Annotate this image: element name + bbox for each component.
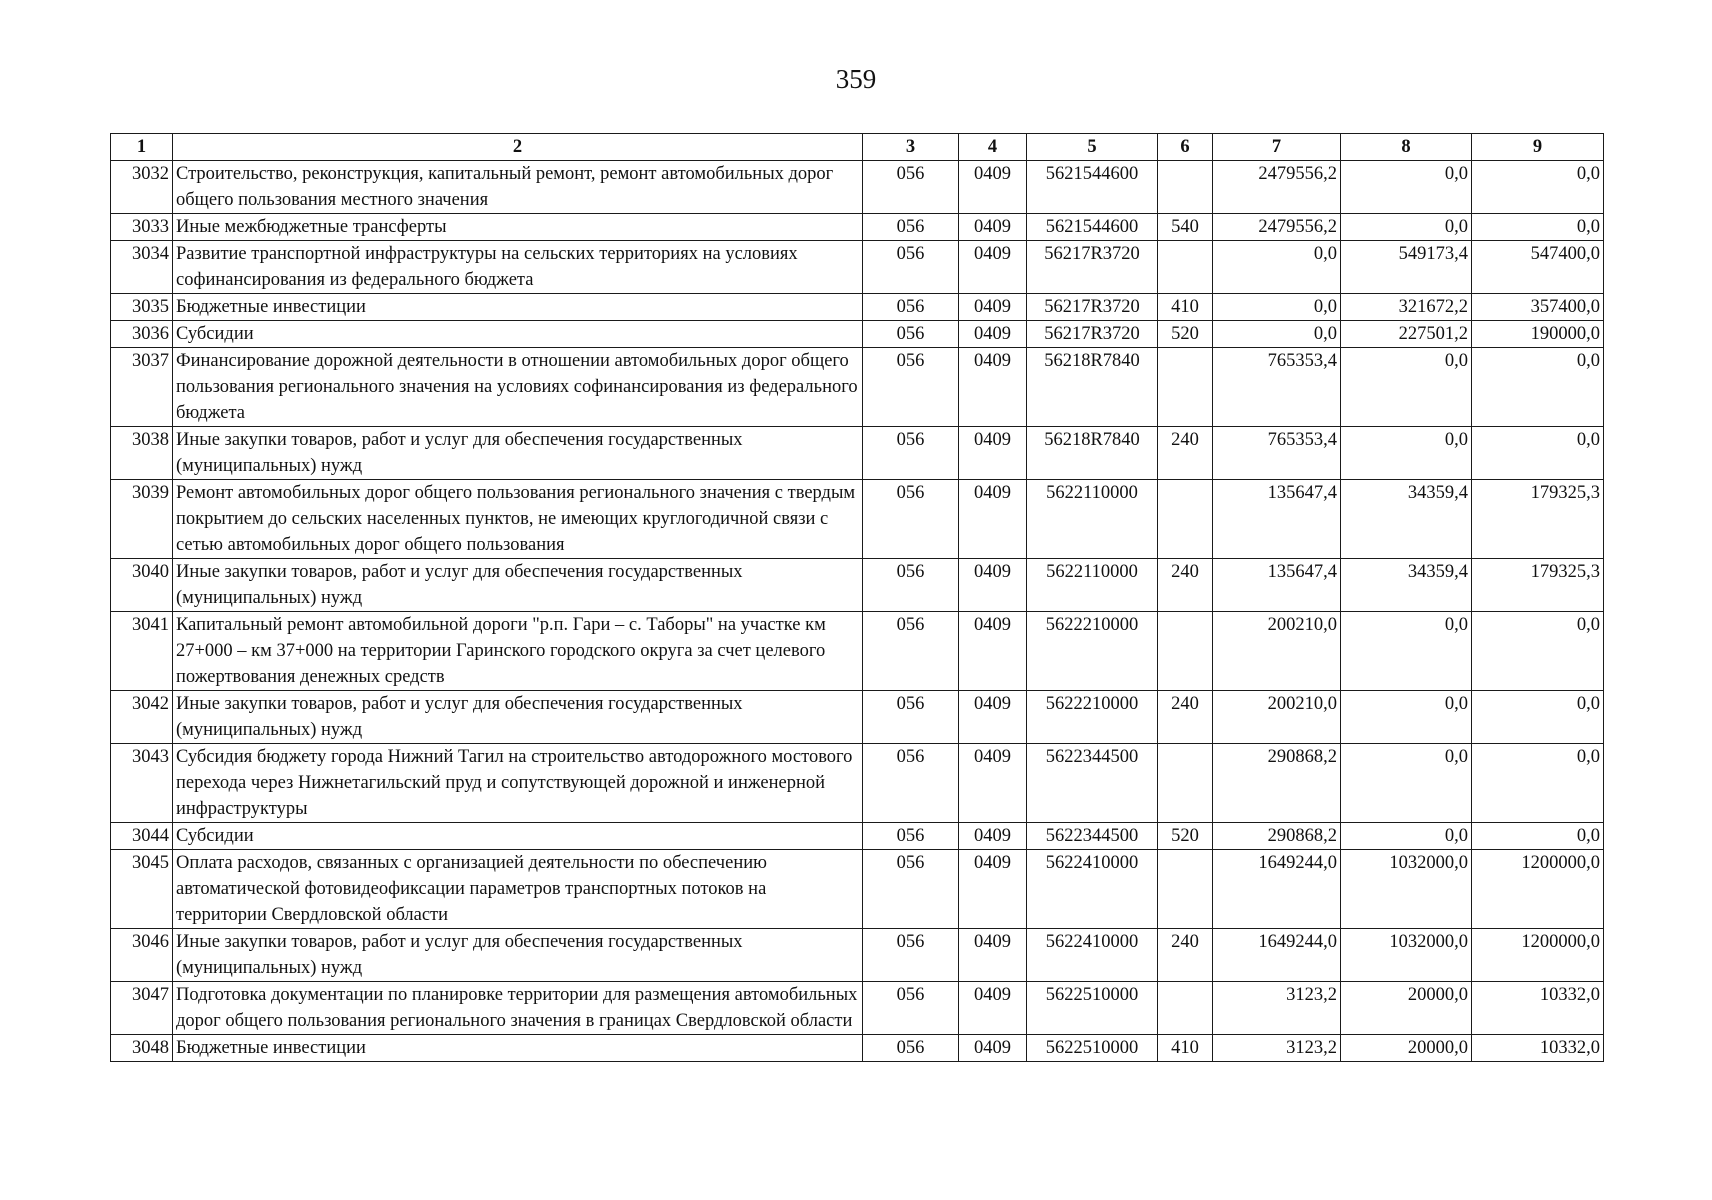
target-article-code: 5622344500 xyxy=(1027,823,1158,850)
amount-col-9: 0,0 xyxy=(1472,744,1604,823)
row-description: Ремонт автомобильных дорог общего пользования регионального значения с твердым покрытием до сельских населенных пунктов, не имеющих круглогодичной связи с сетью автомобильных дорог общего пользования xyxy=(173,480,863,559)
expense-type-code: 410 xyxy=(1158,294,1213,321)
amount-col-9: 0,0 xyxy=(1472,161,1604,214)
amount-col-8: 1032000,0 xyxy=(1341,850,1472,929)
section-code: 0409 xyxy=(959,321,1027,348)
row-description: Строительство, реконструкция, капитальный ремонт, ремонт автомобильных дорог общего пользования местного значения xyxy=(173,161,863,214)
amount-col-7: 3123,2 xyxy=(1213,1035,1341,1062)
row-number: 3040 xyxy=(111,559,173,612)
row-description: Подготовка документации по планировке территории для размещения автомобильных дорог общего пользования регионального значения в границах Свердловской области xyxy=(173,982,863,1035)
amount-col-8: 227501,2 xyxy=(1341,321,1472,348)
amount-col-9: 10332,0 xyxy=(1472,982,1604,1035)
table-row xyxy=(111,348,1604,427)
column-header: 6 xyxy=(1158,134,1213,161)
amount-col-9: 547400,0 xyxy=(1472,241,1604,294)
page-number: 359 xyxy=(835,64,877,94)
amount-col-7: 1649244,0 xyxy=(1213,929,1341,982)
column-header: 3 xyxy=(863,134,959,161)
amount-col-7: 765353,4 xyxy=(1213,427,1341,480)
table-row xyxy=(111,850,1604,929)
ministry-code: 056 xyxy=(863,161,959,214)
expense-type-code xyxy=(1158,161,1213,214)
amount-col-9: 0,0 xyxy=(1472,691,1604,744)
ministry-code: 056 xyxy=(863,929,959,982)
target-article-code: 56218R7840 xyxy=(1027,427,1158,480)
column-header: 2 xyxy=(173,134,863,161)
row-number: 3036 xyxy=(111,321,173,348)
amount-col-7: 3123,2 xyxy=(1213,982,1341,1035)
table-row xyxy=(111,214,1604,241)
row-number: 3041 xyxy=(111,612,173,691)
table-row xyxy=(111,427,1604,480)
expense-type-code: 240 xyxy=(1158,427,1213,480)
expense-type-code xyxy=(1158,241,1213,294)
target-article-code: 5622410000 xyxy=(1027,850,1158,929)
table-row xyxy=(111,161,1604,214)
row-description: Иные межбюджетные трансферты xyxy=(173,214,863,241)
amount-col-8: 0,0 xyxy=(1341,823,1472,850)
amount-col-7: 765353,4 xyxy=(1213,348,1341,427)
ministry-code: 056 xyxy=(863,241,959,294)
target-article-code: 56218R7840 xyxy=(1027,348,1158,427)
amount-col-9: 179325,3 xyxy=(1472,559,1604,612)
target-article-code: 5622110000 xyxy=(1027,559,1158,612)
row-description: Субсидия бюджету города Нижний Тагил на строительство автодорожного мостового перехода через Нижнетагильский пруд и сопутствующей дорожной и инженерной инфраструктуры xyxy=(173,744,863,823)
amount-col-7: 200210,0 xyxy=(1213,691,1341,744)
amount-col-9: 10332,0 xyxy=(1472,1035,1604,1062)
row-description: Бюджетные инвестиции xyxy=(173,294,863,321)
ministry-code: 056 xyxy=(863,744,959,823)
target-article-code: 5622510000 xyxy=(1027,982,1158,1035)
row-number: 3045 xyxy=(111,850,173,929)
amount-col-7: 0,0 xyxy=(1213,241,1341,294)
amount-col-8: 34359,4 xyxy=(1341,480,1472,559)
row-description: Иные закупки товаров, работ и услуг для обеспечения государственных (муниципальных) нужд xyxy=(173,559,863,612)
row-number: 3034 xyxy=(111,241,173,294)
amount-col-9: 0,0 xyxy=(1472,348,1604,427)
amount-col-8: 549173,4 xyxy=(1341,241,1472,294)
row-description: Иные закупки товаров, работ и услуг для обеспечения государственных (муниципальных) нужд xyxy=(173,929,863,982)
column-header: 1 xyxy=(111,134,173,161)
row-number: 3039 xyxy=(111,480,173,559)
budget-table xyxy=(110,133,1604,1062)
column-header: 8 xyxy=(1341,134,1472,161)
amount-col-8: 1032000,0 xyxy=(1341,929,1472,982)
amount-col-7: 290868,2 xyxy=(1213,823,1341,850)
ministry-code: 056 xyxy=(863,691,959,744)
table-row xyxy=(111,823,1604,850)
expense-type-code xyxy=(1158,982,1213,1035)
row-description: Иные закупки товаров, работ и услуг для обеспечения государственных (муниципальных) нужд xyxy=(173,427,863,480)
ministry-code: 056 xyxy=(863,612,959,691)
expense-type-code xyxy=(1158,850,1213,929)
column-header: 9 xyxy=(1472,134,1604,161)
amount-col-9: 1200000,0 xyxy=(1472,850,1604,929)
row-number: 3038 xyxy=(111,427,173,480)
amount-col-9: 190000,0 xyxy=(1472,321,1604,348)
row-description: Развитие транспортной инфраструктуры на сельских территориях на условиях софинансирования из федерального бюджета xyxy=(173,241,863,294)
ministry-code: 056 xyxy=(863,1035,959,1062)
section-code: 0409 xyxy=(959,241,1027,294)
amount-col-8: 0,0 xyxy=(1341,691,1472,744)
ministry-code: 056 xyxy=(863,823,959,850)
table-row xyxy=(111,982,1604,1035)
row-description: Субсидии xyxy=(173,823,863,850)
section-code: 0409 xyxy=(959,559,1027,612)
section-code: 0409 xyxy=(959,823,1027,850)
amount-col-7: 0,0 xyxy=(1213,294,1341,321)
row-description: Финансирование дорожной деятельности в отношении автомобильных дорог общего пользования регионального значения на условиях софинансирования из федерального бюджета xyxy=(173,348,863,427)
row-number: 3047 xyxy=(111,982,173,1035)
amount-col-7: 2479556,2 xyxy=(1213,214,1341,241)
row-number: 3046 xyxy=(111,929,173,982)
ministry-code: 056 xyxy=(863,559,959,612)
amount-col-8: 0,0 xyxy=(1341,744,1472,823)
row-number: 3035 xyxy=(111,294,173,321)
section-code: 0409 xyxy=(959,982,1027,1035)
target-article-code: 5621544600 xyxy=(1027,161,1158,214)
table-row xyxy=(111,241,1604,294)
column-header: 4 xyxy=(959,134,1027,161)
amount-col-7: 0,0 xyxy=(1213,321,1341,348)
row-number: 3033 xyxy=(111,214,173,241)
section-code: 0409 xyxy=(959,744,1027,823)
target-article-code: 5622210000 xyxy=(1027,612,1158,691)
ministry-code: 056 xyxy=(863,214,959,241)
expense-type-code: 410 xyxy=(1158,1035,1213,1062)
amount-col-9: 0,0 xyxy=(1472,427,1604,480)
amount-col-8: 0,0 xyxy=(1341,612,1472,691)
row-number: 3042 xyxy=(111,691,173,744)
expense-type-code xyxy=(1158,612,1213,691)
table-row xyxy=(111,612,1604,691)
target-article-code: 56217R3720 xyxy=(1027,321,1158,348)
table-row xyxy=(111,559,1604,612)
amount-col-9: 0,0 xyxy=(1472,823,1604,850)
row-description: Капитальный ремонт автомобильной дороги "р.п. Гари – с. Таборы" на участке км 27+000 – км 37+000 на территории Гаринского городского округа за счет целевого пожертвования денежных средств xyxy=(173,612,863,691)
expense-type-code: 520 xyxy=(1158,321,1213,348)
target-article-code: 56217R3720 xyxy=(1027,294,1158,321)
section-code: 0409 xyxy=(959,214,1027,241)
ministry-code: 056 xyxy=(863,427,959,480)
row-number: 3032 xyxy=(111,161,173,214)
table-row xyxy=(111,744,1604,823)
expense-type-code xyxy=(1158,744,1213,823)
row-description: Бюджетные инвестиции xyxy=(173,1035,863,1062)
row-description: Оплата расходов, связанных с организацией деятельности по обеспечению автоматической фотовидеофиксации параметров транспортных потоков на территории Свердловской области xyxy=(173,850,863,929)
header-row xyxy=(111,134,1604,161)
ministry-code: 056 xyxy=(863,294,959,321)
expense-type-code xyxy=(1158,348,1213,427)
section-code: 0409 xyxy=(959,1035,1027,1062)
section-code: 0409 xyxy=(959,612,1027,691)
section-code: 0409 xyxy=(959,427,1027,480)
column-header: 7 xyxy=(1213,134,1341,161)
amount-col-7: 1649244,0 xyxy=(1213,850,1341,929)
expense-type-code: 240 xyxy=(1158,559,1213,612)
amount-col-9: 357400,0 xyxy=(1472,294,1604,321)
amount-col-8: 0,0 xyxy=(1341,427,1472,480)
target-article-code: 5622110000 xyxy=(1027,480,1158,559)
amount-col-7: 290868,2 xyxy=(1213,744,1341,823)
ministry-code: 056 xyxy=(863,850,959,929)
column-header: 5 xyxy=(1027,134,1158,161)
target-article-code: 5622410000 xyxy=(1027,929,1158,982)
table-row xyxy=(111,480,1604,559)
expense-type-code: 520 xyxy=(1158,823,1213,850)
ministry-code: 056 xyxy=(863,348,959,427)
ministry-code: 056 xyxy=(863,321,959,348)
amount-col-8: 0,0 xyxy=(1341,161,1472,214)
expense-type-code: 540 xyxy=(1158,214,1213,241)
amount-col-9: 0,0 xyxy=(1472,612,1604,691)
ministry-code: 056 xyxy=(863,982,959,1035)
expense-type-code: 240 xyxy=(1158,929,1213,982)
amount-col-8: 0,0 xyxy=(1341,348,1472,427)
target-article-code: 5622210000 xyxy=(1027,691,1158,744)
row-number: 3048 xyxy=(111,1035,173,1062)
ministry-code: 056 xyxy=(863,480,959,559)
table-row xyxy=(111,1035,1604,1062)
table-row xyxy=(111,929,1604,982)
row-number: 3044 xyxy=(111,823,173,850)
section-code: 0409 xyxy=(959,348,1027,427)
row-description: Иные закупки товаров, работ и услуг для обеспечения государственных (муниципальных) нужд xyxy=(173,691,863,744)
target-article-code: 5622344500 xyxy=(1027,744,1158,823)
row-description: Субсидии xyxy=(173,321,863,348)
amount-col-7: 135647,4 xyxy=(1213,559,1341,612)
section-code: 0409 xyxy=(959,161,1027,214)
amount-col-9: 0,0 xyxy=(1472,214,1604,241)
amount-col-7: 200210,0 xyxy=(1213,612,1341,691)
section-code: 0409 xyxy=(959,929,1027,982)
amount-col-8: 20000,0 xyxy=(1341,1035,1472,1062)
amount-col-7: 135647,4 xyxy=(1213,480,1341,559)
section-code: 0409 xyxy=(959,294,1027,321)
row-number: 3037 xyxy=(111,348,173,427)
section-code: 0409 xyxy=(959,480,1027,559)
row-number: 3043 xyxy=(111,744,173,823)
target-article-code: 5622510000 xyxy=(1027,1035,1158,1062)
expense-type-code: 240 xyxy=(1158,691,1213,744)
amount-col-9: 179325,3 xyxy=(1472,480,1604,559)
section-code: 0409 xyxy=(959,691,1027,744)
target-article-code: 56217R3720 xyxy=(1027,241,1158,294)
amount-col-9: 1200000,0 xyxy=(1472,929,1604,982)
amount-col-8: 0,0 xyxy=(1341,214,1472,241)
amount-col-8: 20000,0 xyxy=(1341,982,1472,1035)
table-row xyxy=(111,321,1604,348)
table-row xyxy=(111,691,1604,744)
amount-col-8: 34359,4 xyxy=(1341,559,1472,612)
target-article-code: 5621544600 xyxy=(1027,214,1158,241)
expense-type-code xyxy=(1158,480,1213,559)
amount-col-7: 2479556,2 xyxy=(1213,161,1341,214)
section-code: 0409 xyxy=(959,850,1027,929)
amount-col-8: 321672,2 xyxy=(1341,294,1472,321)
table-row xyxy=(111,294,1604,321)
